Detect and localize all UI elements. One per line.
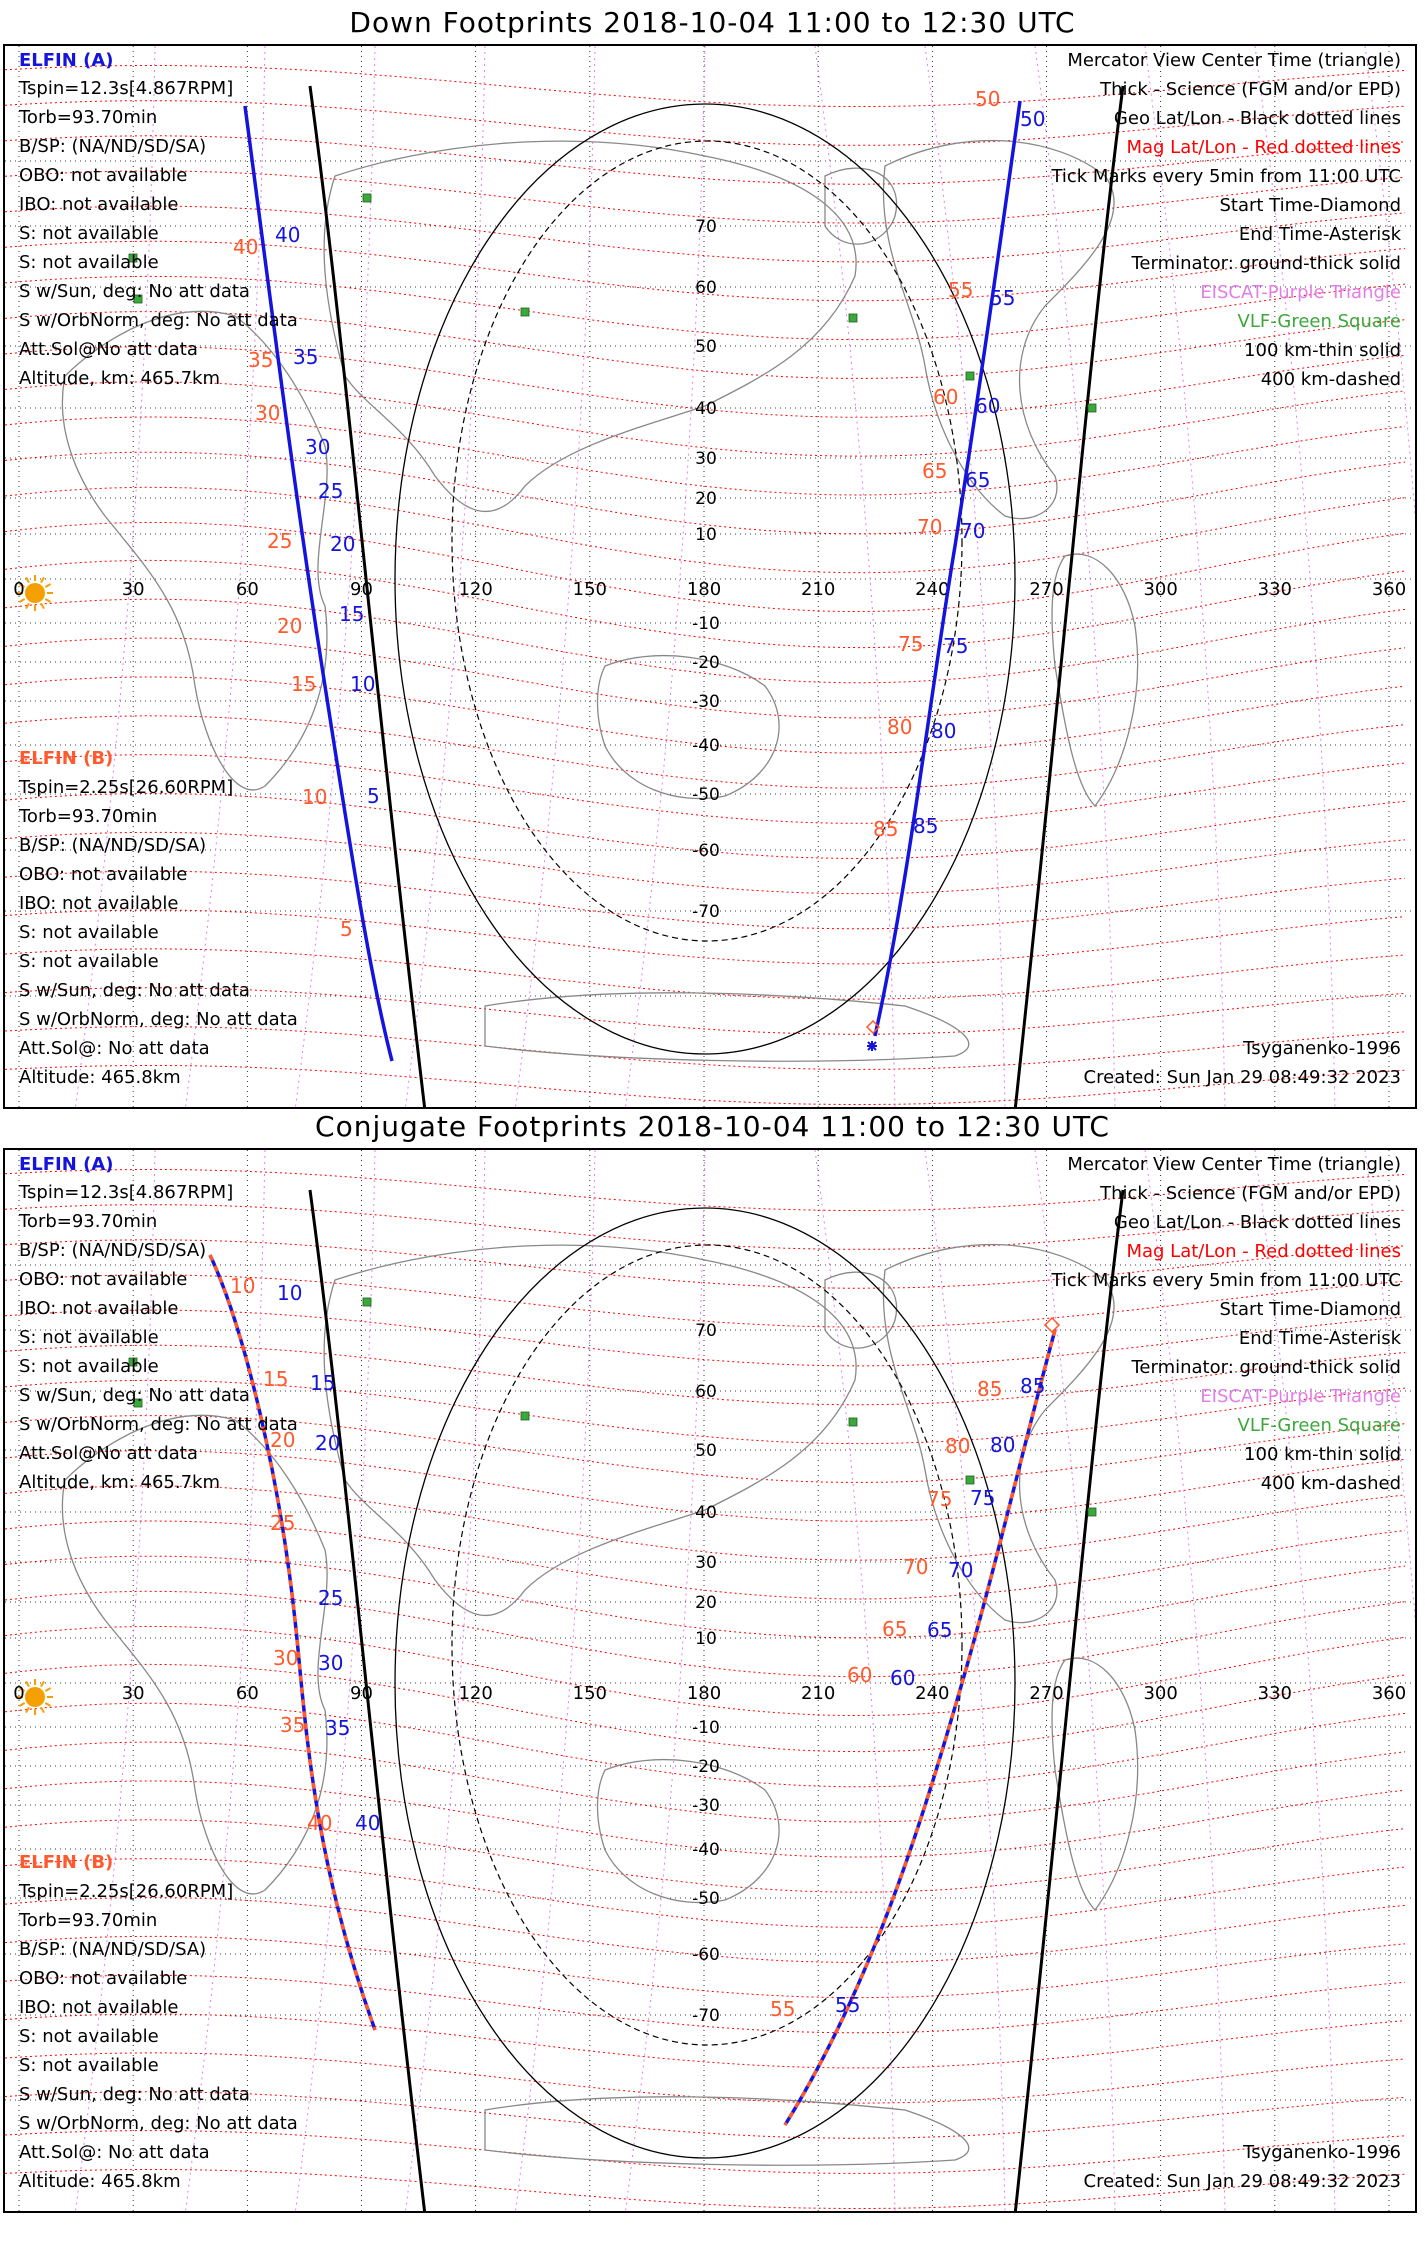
elfin-a-line: S w/OrbNorm, deg: No att data xyxy=(19,1414,298,1435)
elfin-b-line: B/SP: (NA/ND/SD/SA) xyxy=(19,835,207,856)
elfin-a-tick-label: 50 xyxy=(1020,107,1046,131)
elfin-b-tick-label: 5 xyxy=(340,917,353,941)
elfin-a-line: Att.Sol@No att data xyxy=(19,1443,198,1464)
mag-meridian xyxy=(405,46,485,1109)
sun-ray xyxy=(45,1703,50,1706)
elfin-b-line: S: not available xyxy=(19,922,159,943)
elfin-a-line: S w/Sun, deg: No att data xyxy=(19,281,250,302)
coastline xyxy=(485,993,969,1061)
sun-ray xyxy=(45,584,50,587)
mag-latitude-line xyxy=(5,2131,1405,2174)
map-panel-conjugate xyxy=(3,1148,1417,2213)
mag-meridian xyxy=(625,1150,705,2213)
elfin-a-tick-label: 80 xyxy=(931,719,957,743)
longitude-label: 60 xyxy=(235,579,259,600)
longitude-label: 90 xyxy=(350,579,373,600)
elfin-a-line: Att.Sol@No att data xyxy=(19,339,198,360)
vlf-station-square xyxy=(521,1412,529,1420)
elfin-b-tick-label: 10 xyxy=(230,1274,256,1298)
legend-eiscat: EISCAT-Purple Triangle xyxy=(1200,1386,1401,1407)
legend-vlf: VLF-Green Square xyxy=(1237,1415,1401,1436)
mercator-map-conjugate xyxy=(5,1150,1417,2213)
sun-ray xyxy=(41,577,44,582)
elfin-a-title: ELFIN (A) xyxy=(19,50,114,71)
elfin-b-line: B/SP: (NA/ND/SD/SA) xyxy=(19,1939,207,1960)
elfin-b-line: Att.Sol@: No att data xyxy=(19,2142,210,2163)
elfin-b-title: ELFIN (B) xyxy=(19,748,114,769)
elfin-a-line: Altitude, km: 465.7km xyxy=(19,1472,221,1493)
legend-start: Start Time-Diamond xyxy=(1219,1299,1401,1320)
coastline xyxy=(598,1760,780,1903)
elfin-b-line: OBO: not available xyxy=(19,864,188,885)
elfin-a-line: Altitude, km: 465.7km xyxy=(19,368,221,389)
mag-meridian xyxy=(295,1150,375,2213)
elfin-a-line: S: not available xyxy=(19,252,159,273)
elfin-b-line: Tspin=2.25s[26.60RPM] xyxy=(19,1881,234,1902)
longitude-label: 180 xyxy=(686,1683,722,1704)
elfin-b-tick-label: 25 xyxy=(267,529,293,553)
elfin-b-tick-label: 40 xyxy=(233,235,259,259)
elfin-a-tick-label: 85 xyxy=(913,814,939,838)
latitude-label: 20 xyxy=(695,489,717,509)
latitude-label: -70 xyxy=(692,2006,720,2026)
mag-latitude-line xyxy=(5,1027,1405,1070)
longitude-label: 180 xyxy=(686,579,722,600)
latitude-label: 30 xyxy=(695,449,717,469)
latitude-label: 70 xyxy=(695,1321,717,1341)
sun-disc xyxy=(25,1687,45,1707)
elfin-b-line: S: not available xyxy=(19,951,159,972)
elfin-a-tick-label: 30 xyxy=(305,435,331,459)
elfin-b-tick-label: 30 xyxy=(255,401,281,425)
latitude-label: -50 xyxy=(692,785,720,805)
longitude-label: 240 xyxy=(915,579,950,600)
elfin-b-line: Altitude: 465.8km xyxy=(19,2171,181,2192)
elfin-a-tick-label: 55 xyxy=(835,1993,861,2017)
elfin-b-tick-label: 10 xyxy=(302,785,328,809)
elfin-a-tick-label: 10 xyxy=(350,672,376,696)
elfin-a-tick-label: 25 xyxy=(318,479,344,503)
longitude-label: 210 xyxy=(800,579,836,600)
elfin-b-tick-label: 15 xyxy=(263,1367,289,1391)
sun-ray xyxy=(26,1681,29,1686)
elfin-b-line: S w/Sun, deg: No att data xyxy=(19,980,250,1001)
coastline xyxy=(825,168,897,244)
mag-meridian xyxy=(515,46,595,1109)
longitude-label: 270 xyxy=(1029,579,1064,600)
elfin-a-tick-label: 85 xyxy=(1020,1374,1046,1398)
longitude-label: 330 xyxy=(1257,1683,1293,1704)
mag-meridian xyxy=(515,1150,595,2213)
longitude-label: 60 xyxy=(235,1683,259,1704)
elfin-a-tick-label: 60 xyxy=(890,1666,916,1690)
legend-mag: Mag Lat/Lon - Red dotted lines xyxy=(1126,137,1401,158)
longitude-label: 330 xyxy=(1257,579,1293,600)
elfin-b-tick-label: 40 xyxy=(307,1811,333,1835)
sun-ray xyxy=(26,1707,29,1712)
elfin-a-tick-label: 35 xyxy=(325,1716,351,1740)
legend-ticks: Tick Marks every 5min from 11:00 UTC xyxy=(1051,1270,1401,1291)
elfin-b-line: S w/Sun, deg: No att data xyxy=(19,2084,250,2105)
longitude-label: 150 xyxy=(572,1683,608,1704)
latitude-label: 10 xyxy=(695,1629,717,1649)
legend-ticks: Tick Marks every 5min from 11:00 UTC xyxy=(1051,166,1401,187)
legend-thick: Thick - Science (FGM and/or EPD) xyxy=(1100,79,1401,100)
elfin-a-tick-label: 10 xyxy=(277,1281,303,1305)
sun-disc xyxy=(25,583,45,603)
elfin-a-tick-label: 30 xyxy=(318,1651,344,1675)
elfin-b-line: S: not available xyxy=(19,2055,159,2076)
elfin-a-line: Tspin=12.3s[4.867RPM] xyxy=(19,78,234,99)
sun-ray xyxy=(45,1688,50,1691)
elfin-a-line: OBO: not available xyxy=(19,165,188,186)
panel-title-conjugate: Conjugate Footprints 2018-10-04 11:00 to 12:30 UTC xyxy=(315,1110,1110,1143)
vlf-station-square xyxy=(363,1298,371,1306)
latitude-label: 60 xyxy=(695,278,717,298)
sun-ray xyxy=(45,599,50,602)
latitude-label: 20 xyxy=(695,1593,717,1613)
coastline xyxy=(883,141,1114,519)
elfin-a-tick-label: 55 xyxy=(990,286,1016,310)
elfin-b-line: Tspin=2.25s[26.60RPM] xyxy=(19,777,234,798)
coastline xyxy=(1052,1658,1138,1910)
sun-ray xyxy=(26,603,29,608)
elfin-b-tick-label: 25 xyxy=(270,1511,296,1535)
panel-title-down: Down Footprints 2018-10-04 11:00 to 12:30 UTC xyxy=(349,6,1076,39)
longitude-label: 0 xyxy=(13,579,25,600)
legend-geo: Geo Lat/Lon - Black dotted lines xyxy=(1113,108,1401,129)
sun-ray xyxy=(41,1707,44,1712)
elfin-b-tick-label: 80 xyxy=(887,715,913,739)
longitude-label: 150 xyxy=(572,579,608,600)
legend-view: Mercator View Center Time (triangle) xyxy=(1067,50,1401,71)
latitude-label: -70 xyxy=(692,902,720,922)
elfin-a-line: S w/OrbNorm, deg: No att data xyxy=(19,310,298,331)
elfin-b-line: Torb=93.70min xyxy=(19,1910,158,1931)
latitude-label: -10 xyxy=(692,1718,720,1738)
elfin-a-tick-label: 25 xyxy=(318,1586,344,1610)
elfin-b-tick-label: 65 xyxy=(922,459,948,483)
elfin-b-tick-label: 55 xyxy=(770,1997,796,2021)
legend-terminator: Terminator: ground-thick solid xyxy=(1131,1357,1401,1378)
elfin-b-tick-label: 60 xyxy=(933,385,959,409)
latitude-label: 40 xyxy=(695,399,717,419)
latitude-label: 10 xyxy=(695,525,717,545)
legend-100km: 100 km-thin solid xyxy=(1244,340,1401,361)
longitude-label: 240 xyxy=(915,1683,950,1704)
elfin-b-line: OBO: not available xyxy=(19,1968,188,1989)
latitude-label: 50 xyxy=(695,337,717,357)
sun-ray xyxy=(26,577,29,582)
elfin-b-line: S w/OrbNorm, deg: No att data xyxy=(19,1009,298,1030)
latitude-label: -50 xyxy=(692,1889,720,1909)
elfin-a-tick-label: 70 xyxy=(960,519,986,543)
elfin-b-tick-label: 55 xyxy=(948,278,974,302)
elfin-a-tick-label: 65 xyxy=(965,468,991,492)
elfin-a-tick-label: 20 xyxy=(315,1431,341,1455)
latitude-label: -40 xyxy=(692,1840,720,1860)
elfin-b-line: Altitude: 465.8km xyxy=(19,1067,181,1088)
elfin-b-line: IBO: not available xyxy=(19,893,179,914)
elfin-a-tick-label: 65 xyxy=(927,1618,953,1642)
latitude-label: -20 xyxy=(692,653,720,673)
mercator-map-down xyxy=(5,46,1417,1109)
legend-end: End Time-Asterisk xyxy=(1238,1328,1401,1349)
elfin-a-tick-label: 75 xyxy=(943,634,969,658)
elfin-b-line: S w/OrbNorm, deg: No att data xyxy=(19,2113,298,2134)
elfin-b-tick-label: 20 xyxy=(270,1428,296,1452)
latitude-label: 60 xyxy=(695,1382,717,1402)
sun-ray xyxy=(41,603,44,608)
mag-meridian xyxy=(925,46,1005,1109)
vlf-station-square xyxy=(363,194,371,202)
coastline xyxy=(1052,554,1138,806)
elfin-a-line: Torb=93.70min xyxy=(19,107,158,128)
elfin-b-tick-label: 35 xyxy=(280,1713,306,1737)
elfin-b-tick-label: 80 xyxy=(945,1434,971,1458)
latitude-label: 70 xyxy=(695,217,717,237)
legend-end: End Time-Asterisk xyxy=(1238,224,1401,245)
elfin-a-line: S w/Sun, deg: No att data xyxy=(19,1385,250,1406)
mag-latitude-line xyxy=(5,1664,1405,1751)
mag-meridian xyxy=(185,1150,265,2213)
elfin-a-tick-label: 40 xyxy=(355,1811,381,1835)
legend-terminator: Terminator: ground-thick solid xyxy=(1131,253,1401,274)
elfin-a-tick-label: 70 xyxy=(948,1558,974,1582)
elfin-a-tick-label: 80 xyxy=(990,1433,1016,1457)
longitude-label: 0 xyxy=(13,1683,25,1704)
vlf-station-square xyxy=(966,372,974,380)
longitude-label: 360 xyxy=(1371,579,1407,600)
model-label: Tsyganenko-1996 xyxy=(1243,2142,1401,2163)
vlf-station-square xyxy=(966,1476,974,1484)
elfin-b-tick-label: 30 xyxy=(273,1646,299,1670)
elfin-b-line: Torb=93.70min xyxy=(19,806,158,827)
latitude-label: -30 xyxy=(692,692,720,712)
latitude-label: 30 xyxy=(695,1553,717,1573)
latitude-label: -10 xyxy=(692,614,720,634)
latitude-label: -60 xyxy=(692,1945,720,1965)
latitude-label: -40 xyxy=(692,736,720,756)
vlf-station-square xyxy=(1088,1508,1096,1516)
elfin-b-tick-label: 85 xyxy=(977,1377,1003,1401)
legend-400km: 400 km-dashed xyxy=(1260,369,1401,390)
elfin-a-line: OBO: not available xyxy=(19,1269,188,1290)
elfin-a-title: ELFIN (A) xyxy=(19,1154,114,1175)
latitude-label: -60 xyxy=(692,841,720,861)
legend-geo: Geo Lat/Lon - Black dotted lines xyxy=(1113,1212,1401,1233)
mag-meridian xyxy=(925,1150,1005,2213)
elfin-a-line: IBO: not available xyxy=(19,194,179,215)
vlf-station-square xyxy=(849,314,857,322)
vlf-station-square xyxy=(521,308,529,316)
elfin-b-tick-label: 15 xyxy=(291,672,317,696)
elfin-a-tick-label: 5 xyxy=(367,784,380,808)
coastline xyxy=(485,2097,969,2165)
longitude-label: 360 xyxy=(1371,1683,1407,1704)
elfin-a-line: S: not available xyxy=(19,1327,159,1348)
elfin-b-tick-label: 50 xyxy=(975,87,1001,111)
elfin-a-tick-label: 15 xyxy=(310,1371,336,1395)
created-label: Created: Sun Jan 29 08:49:32 2023 xyxy=(1083,1067,1401,1088)
mag-latitude-line xyxy=(5,560,1405,647)
longitude-label: 120 xyxy=(458,1683,493,1704)
elfin-a-tick-label: 35 xyxy=(293,345,319,369)
mag-meridian xyxy=(185,46,265,1109)
elfin-b-tick-label: 70 xyxy=(903,1555,929,1579)
elfin-b-tick-label: 70 xyxy=(917,515,943,539)
elfin-b-line: IBO: not available xyxy=(19,1997,179,2018)
elfin-a-line: IBO: not available xyxy=(19,1298,179,1319)
elfin-a-line: B/SP: (NA/ND/SD/SA) xyxy=(19,136,207,157)
latitude-label: -20 xyxy=(692,1757,720,1777)
elfin-b-tick-label: 35 xyxy=(248,348,274,372)
elfin-b-tick-label: 60 xyxy=(847,1663,873,1687)
model-label: Tsyganenko-1996 xyxy=(1243,1038,1401,1059)
latitude-label: 40 xyxy=(695,1503,717,1523)
elfin-a-line: S: not available xyxy=(19,223,159,244)
legend-eiscat: EISCAT-Purple Triangle xyxy=(1200,282,1401,303)
legend-100km: 100 km-thin solid xyxy=(1244,1444,1401,1465)
legend-view: Mercator View Center Time (triangle) xyxy=(1067,1154,1401,1175)
elfin-b-line: Att.Sol@: No att data xyxy=(19,1038,210,1059)
longitude-label: 90 xyxy=(350,1683,373,1704)
elfin-b-line: S: not available xyxy=(19,2026,159,2047)
legend-vlf: VLF-Green Square xyxy=(1237,311,1401,332)
longitude-label: 300 xyxy=(1143,579,1178,600)
elfin-a-tick-label: 40 xyxy=(275,223,301,247)
elfin-b-tick-label: 20 xyxy=(277,614,303,638)
elfin-a-tick-label: 75 xyxy=(970,1486,996,1510)
elfin-a-tick-label: 20 xyxy=(330,532,356,556)
longitude-label: 120 xyxy=(458,579,493,600)
elfin-a-tick-label: 15 xyxy=(339,602,365,626)
longitude-label: 30 xyxy=(121,579,145,600)
elfin-a-line: S: not available xyxy=(19,1356,159,1377)
end-time-asterisk xyxy=(867,1041,877,1051)
legend-mag: Mag Lat/Lon - Red dotted lines xyxy=(1126,1241,1401,1262)
coastline xyxy=(825,1272,897,1348)
elfin-a-line: Tspin=12.3s[4.867RPM] xyxy=(19,1182,234,1203)
legend-start: Start Time-Diamond xyxy=(1219,195,1401,216)
longitude-label: 270 xyxy=(1029,1683,1064,1704)
mag-meridian xyxy=(625,46,705,1109)
legend-thick: Thick - Science (FGM and/or EPD) xyxy=(1100,1183,1401,1204)
longitude-label: 300 xyxy=(1143,1683,1178,1704)
elfin-b-tick-label: 85 xyxy=(873,817,899,841)
legend-400km: 400 km-dashed xyxy=(1260,1473,1401,1494)
latitude-label: -30 xyxy=(692,1796,720,1816)
elfin-b-tick-label: 75 xyxy=(927,1487,953,1511)
elfin-a-line: B/SP: (NA/ND/SD/SA) xyxy=(19,1240,207,1261)
elfin-a-line: Torb=93.70min xyxy=(19,1211,158,1232)
elfin-b-tick-label: 75 xyxy=(898,632,924,656)
created-label: Created: Sun Jan 29 08:49:32 2023 xyxy=(1083,2171,1401,2192)
vlf-station-square xyxy=(849,1418,857,1426)
sun-ray xyxy=(41,1681,44,1686)
elfin-b-title: ELFIN (B) xyxy=(19,1852,114,1873)
elfin-b-tick-label: 65 xyxy=(882,1617,908,1641)
mag-meridian xyxy=(405,1150,485,2213)
map-panel-down xyxy=(3,44,1417,1109)
elfin-a-tick-label: 60 xyxy=(975,394,1001,418)
latitude-label: 50 xyxy=(695,1441,717,1461)
vlf-station-square xyxy=(1088,404,1096,412)
longitude-label: 30 xyxy=(121,1683,145,1704)
coastline xyxy=(598,656,780,799)
longitude-label: 210 xyxy=(800,1683,836,1704)
